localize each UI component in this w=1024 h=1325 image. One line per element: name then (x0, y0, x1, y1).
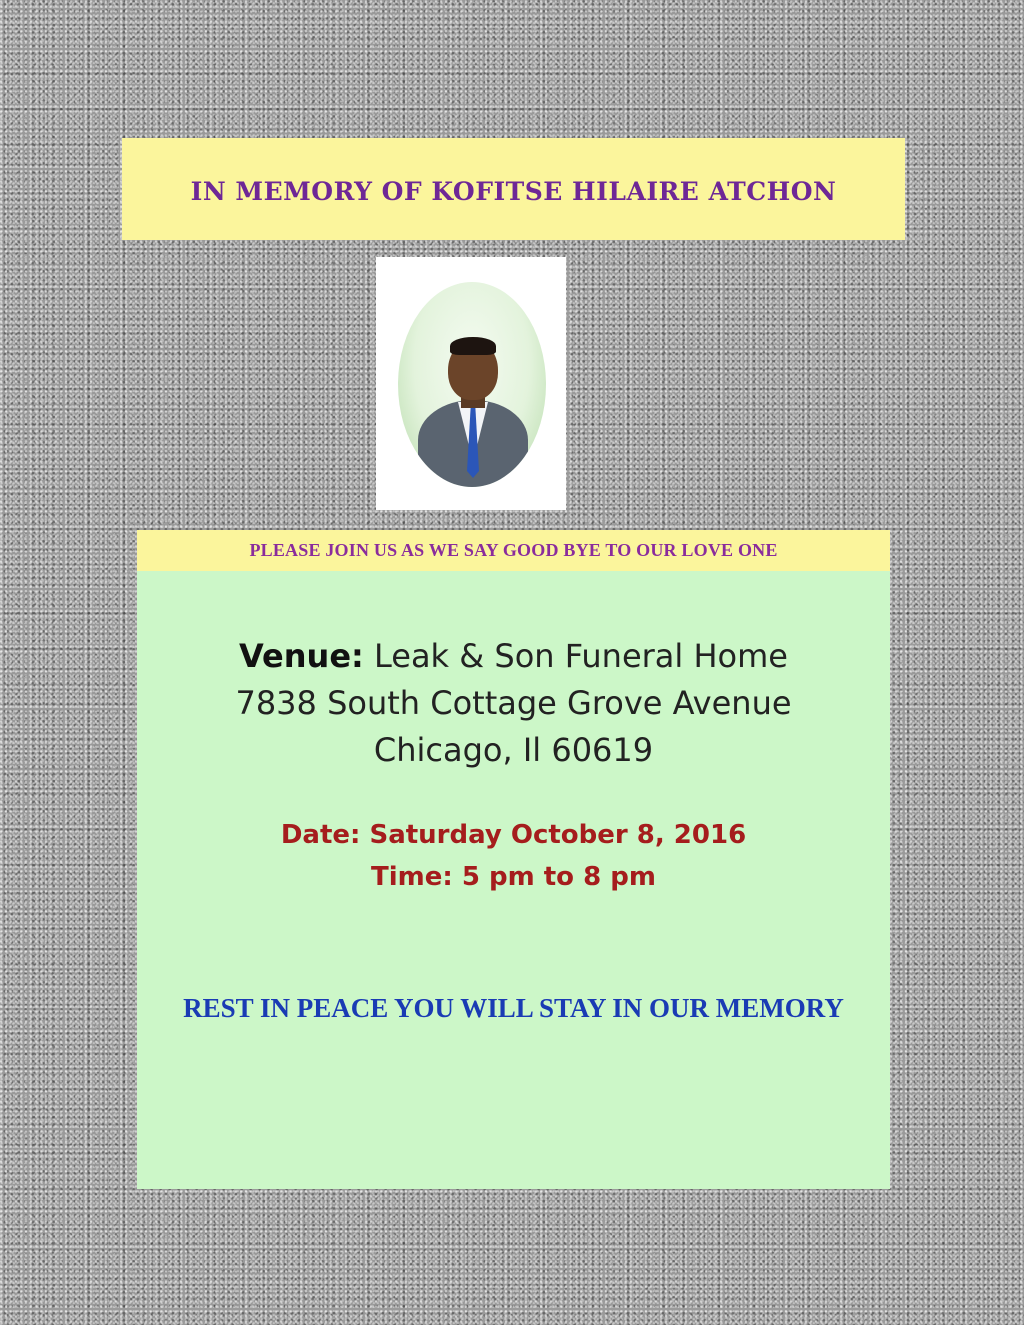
date-time-block (137, 814, 890, 898)
venue-block (137, 633, 890, 774)
header-banner (122, 138, 905, 240)
details-panel (137, 571, 890, 1189)
venue-name: Leak & Son Funeral Home (373, 637, 788, 675)
portrait-frame (376, 257, 566, 510)
venue-street: 7838 South Cottage Grove Avenue (235, 684, 792, 722)
portrait-hair (450, 337, 496, 355)
venue-colon: : (351, 637, 364, 675)
event-time: Time: 5 pm to 8 pm (371, 862, 656, 892)
closing-message: REST IN PEACE YOU WILL STAY IN OUR MEMORY (183, 993, 844, 1023)
invitation-text: PLEASE JOIN US AS WE SAY GOOD BYE TO OUR LOVE ONE (249, 540, 778, 560)
venue-line (137, 633, 890, 680)
venue-label: Venue (239, 637, 352, 675)
portrait-photo (398, 282, 546, 487)
invitation-band (137, 530, 890, 571)
event-date: Date: Saturday October 8, 2016 (280, 820, 747, 850)
venue-city: Chicago, Il 60619 (373, 731, 654, 769)
memorial-title: IN MEMORY OF KOFITSE HILAIRE ATCHON (190, 176, 837, 206)
